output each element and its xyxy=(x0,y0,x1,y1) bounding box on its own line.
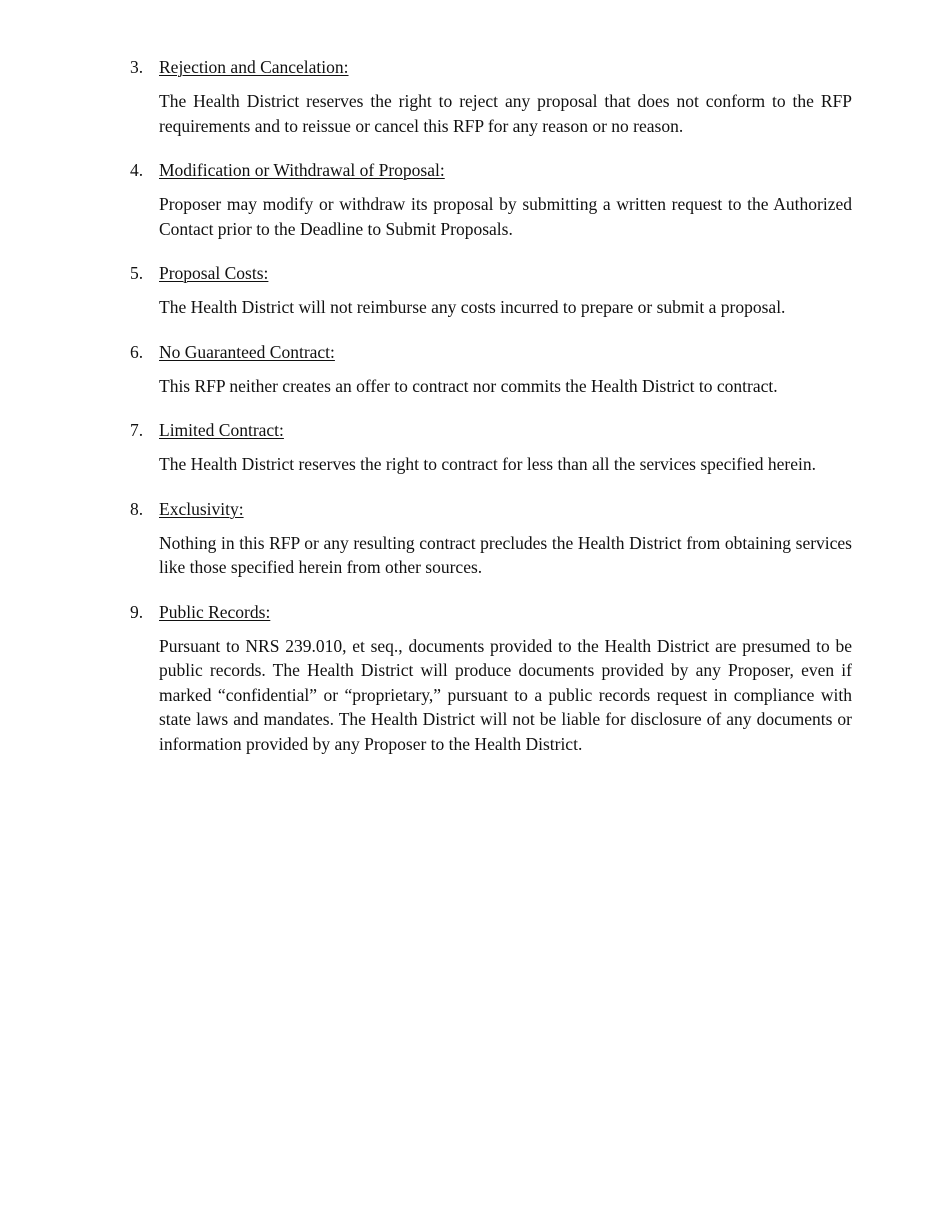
section-number: 4. xyxy=(130,160,144,180)
section-heading-row xyxy=(130,419,852,441)
section-exclusivity xyxy=(130,498,852,580)
section-number: 6. xyxy=(130,341,144,362)
section-heading-row xyxy=(130,56,852,78)
section-heading: Limited Contract: xyxy=(159,420,284,440)
section-body: Pursuant to NRS 239.010, et seq., documents provided to the Health District are presumed to be public records. The Health District will produce documents provided by any Proposer, even if marked “confidential” or “proprietary,” pursuant to a public records request in compliance with state laws and mandates. The Health District will not be liable for disclosure of any documents or information provided by any Proposer to the Health District. xyxy=(159,635,852,754)
section-number: 3. xyxy=(130,57,144,77)
section-heading-row xyxy=(130,498,852,520)
section-body: Nothing in this RFP or any resulting contract precludes the Health District from obtaining services like those specified herein from other sources. xyxy=(159,532,852,577)
section-heading-row xyxy=(130,159,852,181)
section-heading-row xyxy=(130,341,852,363)
section-body: The Health District reserves the right to contract for less than all the services specified herein. xyxy=(159,454,816,474)
section-heading: Modification or Withdrawal of Proposal: xyxy=(159,160,445,180)
section-heading: Public Records: xyxy=(159,601,271,622)
section-number: 9. xyxy=(130,601,144,622)
section-heading: No Guaranteed Contract: xyxy=(159,341,335,362)
section-body: The Health District reserves the right to reject any proposal that does not conform to the RFP requirements and to reissue or cancel this RFP for any reason or no reason. xyxy=(159,91,852,136)
section-heading-row xyxy=(130,262,852,284)
section-body: The Health District will not reimburse any costs incurred to prepare or submit a proposal. xyxy=(159,297,786,317)
section-limited-contract xyxy=(130,419,852,477)
section-number: 8. xyxy=(130,498,144,519)
section-heading: Exclusivity: xyxy=(159,498,244,519)
section-heading: Rejection and Cancelation: xyxy=(159,57,349,77)
section-body: Proposer may modify or withdraw its proposal by submitting a written request to the Authorized Contact prior to the Deadline to Submit Proposals. xyxy=(159,194,852,239)
section-number: 5. xyxy=(130,263,144,283)
section-no-guaranteed-contract xyxy=(130,341,852,399)
section-heading-row xyxy=(130,601,852,623)
section-modification-or-withdrawal xyxy=(130,159,852,241)
section-proposal-costs xyxy=(130,262,852,320)
section-public-records xyxy=(130,601,852,757)
section-body: This RFP neither creates an offer to contract nor commits the Health District to contract. xyxy=(159,375,778,396)
section-number: 7. xyxy=(130,420,144,440)
section-rejection-and-cancelation xyxy=(130,56,852,138)
section-heading: Proposal Costs: xyxy=(159,263,269,283)
